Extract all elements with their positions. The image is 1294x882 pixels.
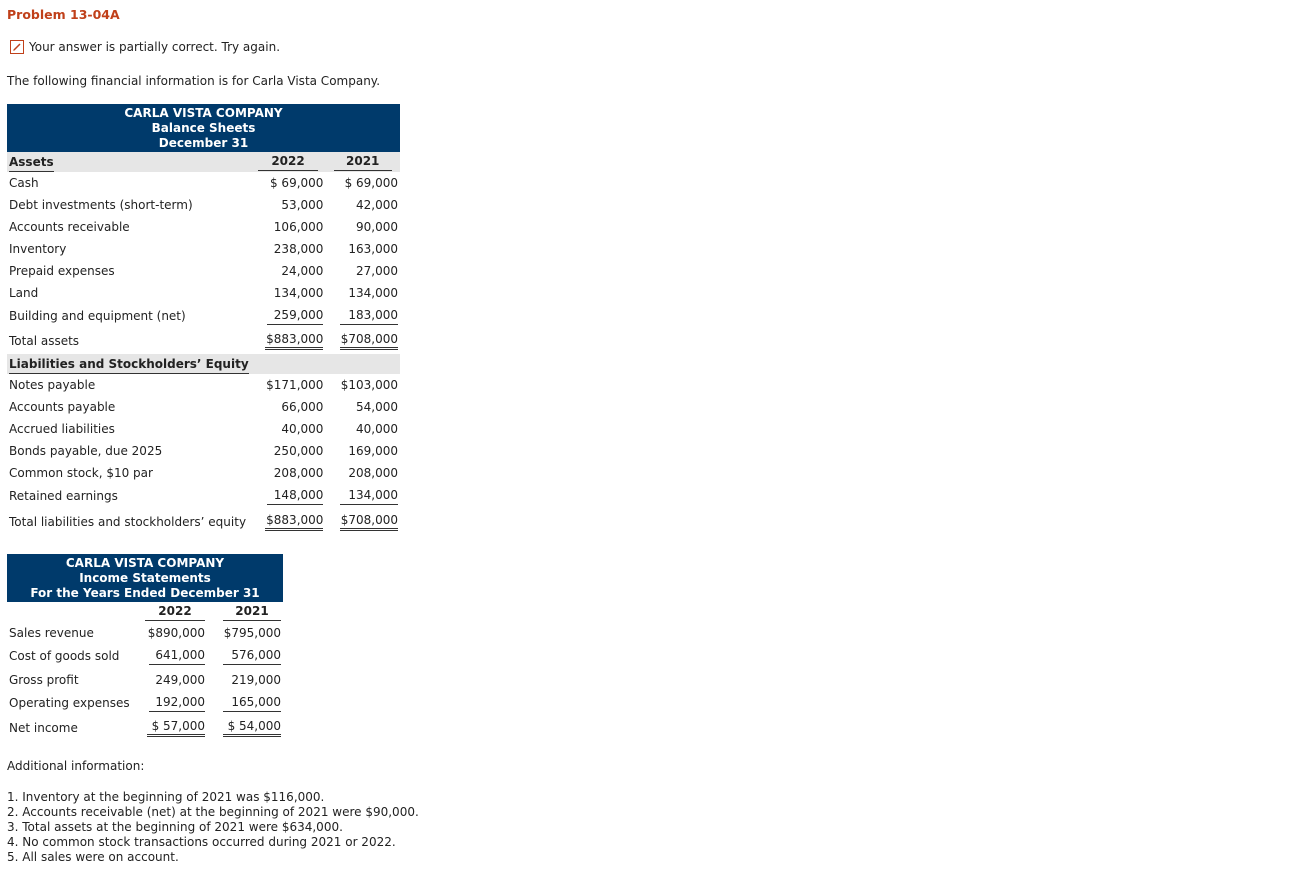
list-item: 2. Accounts receivable (net) at the beginning of 2021 were $90,000. xyxy=(7,805,419,819)
value-2022: 134,000 xyxy=(273,286,324,300)
value-2022: 53,000 xyxy=(281,198,324,212)
table-row xyxy=(7,282,400,304)
row-label: Accounts payable xyxy=(9,400,116,414)
list-item: 4. No common stock transactions occurred during 2021 or 2022. xyxy=(7,835,396,849)
table-row xyxy=(7,440,400,462)
row-label: Accounts receivable xyxy=(9,220,130,234)
value-2022: 106,000 xyxy=(273,220,324,234)
table-row xyxy=(7,260,400,282)
is-period: For the Years Ended December 31 xyxy=(30,586,260,600)
edit-icon xyxy=(10,40,24,54)
table-row xyxy=(7,304,400,328)
table-row xyxy=(7,396,400,418)
bs-statement: Balance Sheets xyxy=(151,121,256,135)
row-label: Total assets xyxy=(9,334,80,348)
table-row xyxy=(7,691,283,715)
table-row xyxy=(7,354,400,374)
table-row xyxy=(7,172,400,194)
bs-company: CARLA VISTA COMPANY xyxy=(124,106,283,120)
value-2022: 249,000 xyxy=(155,672,205,687)
problem-title: Problem 13-04A xyxy=(7,7,120,22)
value-2022: $ 57,000 xyxy=(147,719,205,737)
value-2022: $171,000 xyxy=(266,378,324,392)
row-label: Bonds payable, due 2025 xyxy=(9,444,163,458)
value-2022: $883,000 xyxy=(265,332,323,350)
additional-info-heading: Additional information: xyxy=(7,759,145,773)
value-2021: 134,000 xyxy=(340,488,398,505)
value-2022: $890,000 xyxy=(147,626,205,640)
liabilities-heading: Liabilities and Stockholders’ Equity xyxy=(9,357,249,374)
col-2022: 2022 xyxy=(258,154,318,171)
value-2022: 238,000 xyxy=(273,242,324,256)
value-2022: 641,000 xyxy=(149,648,205,665)
table-row xyxy=(7,508,400,536)
list-item: 1. Inventory at the beginning of 2021 was $116,000. xyxy=(7,790,325,804)
value-2021: 208,000 xyxy=(348,466,398,480)
row-label: Cost of goods sold xyxy=(9,649,120,663)
table-row xyxy=(7,644,283,668)
table-row xyxy=(7,152,400,172)
value-2021: $795,000 xyxy=(223,626,281,640)
value-2022: 208,000 xyxy=(273,466,324,480)
table-row xyxy=(7,194,400,216)
is-col-2022: 2022 xyxy=(145,604,205,621)
table-row xyxy=(7,216,400,238)
value-2021: $708,000 xyxy=(340,513,398,531)
row-label: Notes payable xyxy=(9,378,96,392)
row-label: Building and equipment (net) xyxy=(9,309,186,323)
row-label: Prepaid expenses xyxy=(9,264,115,278)
row-label: Operating expenses xyxy=(9,696,130,710)
col-2021: 2021 xyxy=(334,154,392,171)
value-2021: 163,000 xyxy=(348,242,398,256)
intro-text: The following financial information is for Carla Vista Company. xyxy=(7,74,381,88)
value-2021: 40,000 xyxy=(356,422,398,436)
value-2022: 192,000 xyxy=(149,695,205,712)
value-2022: 40,000 xyxy=(281,422,324,436)
table-row xyxy=(7,484,400,508)
row-label: Land xyxy=(9,286,39,300)
value-2021: 165,000 xyxy=(223,695,281,712)
table-row xyxy=(7,374,400,396)
row-label: Debt investments (short-term) xyxy=(9,198,193,212)
status-text: Your answer is partially correct. Try again. xyxy=(29,40,281,54)
assets-heading: Assets xyxy=(9,155,54,172)
row-label: Sales revenue xyxy=(9,626,94,640)
value-2021: 576,000 xyxy=(223,648,281,665)
row-label: Retained earnings xyxy=(9,489,118,503)
value-2022: 259,000 xyxy=(267,308,323,325)
value-2022: 24,000 xyxy=(281,264,324,278)
value-2021: $ 69,000 xyxy=(344,176,398,190)
value-2021: 219,000 xyxy=(231,672,281,687)
income-statement-table xyxy=(7,602,283,741)
balance-sheet-table xyxy=(7,152,400,536)
value-2021: $708,000 xyxy=(340,332,398,350)
table-row xyxy=(7,602,283,622)
value-2021: 54,000 xyxy=(356,400,398,414)
status-message xyxy=(10,40,280,54)
row-label: Total liabilities and stockholders’ equity xyxy=(9,515,247,529)
row-label: Common stock, $10 par xyxy=(9,466,153,480)
table-row xyxy=(7,418,400,440)
value-2021: 183,000 xyxy=(340,308,398,325)
is-col-2021: 2021 xyxy=(223,604,281,621)
table-row xyxy=(7,668,283,691)
value-2021: $103,000 xyxy=(340,378,398,392)
value-2021: 27,000 xyxy=(356,264,398,278)
row-label: Inventory xyxy=(9,242,67,256)
additional-info-list xyxy=(7,790,419,865)
table-row xyxy=(7,462,400,484)
value-2021: 42,000 xyxy=(356,198,398,212)
bs-date: December 31 xyxy=(158,136,249,150)
table-row xyxy=(7,238,400,260)
row-label: Accrued liabilities xyxy=(9,422,115,436)
value-2022: $883,000 xyxy=(265,513,323,531)
value-2021: 134,000 xyxy=(348,286,398,300)
value-2021: $ 54,000 xyxy=(223,719,281,737)
is-statement: Income Statements xyxy=(79,571,211,585)
is-company: CARLA VISTA COMPANY xyxy=(65,556,225,570)
row-label: Cash xyxy=(9,176,39,190)
list-item: 3. Total assets at the beginning of 2021 were $634,000. xyxy=(7,820,343,834)
table-row xyxy=(7,715,283,741)
value-2022: 250,000 xyxy=(273,444,324,458)
balance-sheet-header xyxy=(7,104,400,152)
table-row xyxy=(7,328,400,354)
row-label: Net income xyxy=(9,721,78,735)
value-2021: 90,000 xyxy=(356,220,398,234)
list-item: 5. All sales were on account. xyxy=(7,850,179,864)
row-label: Gross profit xyxy=(9,672,79,687)
value-2021: 169,000 xyxy=(348,444,398,458)
income-statement-header xyxy=(7,554,283,602)
table-row xyxy=(7,622,283,644)
value-2022: $ 69,000 xyxy=(269,176,324,190)
value-2022: 148,000 xyxy=(267,488,323,505)
value-2022: 66,000 xyxy=(281,400,324,414)
